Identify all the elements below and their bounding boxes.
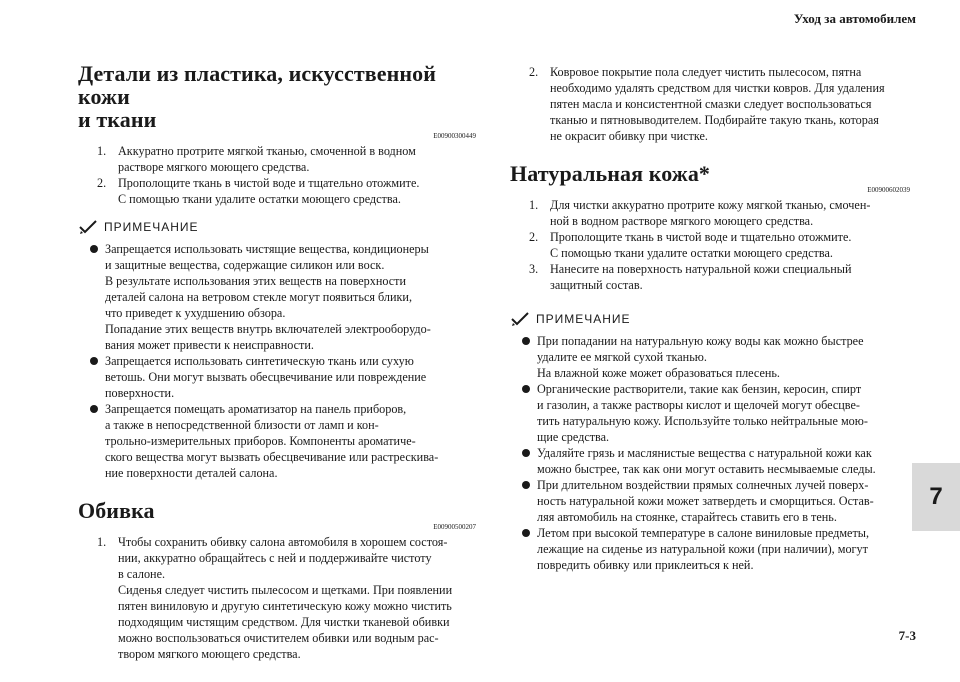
note-pencil-icon [78,219,98,235]
step-item: 2. Прополощите ткань в чистой воде и тщательно отожмите. С помощью ткани удалите остатки моющего средства. [529,230,852,260]
steps-list [510,197,910,293]
bullet-dot-icon [90,405,98,413]
step-item: 3. Нанесите на поверхность натуральной кожи специальный защитный состав. [529,262,852,292]
note-bullets [510,333,910,573]
chapter-tab: 7 [912,463,960,531]
note-bullets [78,241,476,481]
step-item: 1. Аккуратно протрите мягкой тканью, смоченной в водном растворе мягкого моющего средства. [97,144,416,174]
step-item: 2. Прополощите ткань в чистой воде и тщательно отожмите. С помощью ткани удалите остатки моющего средства. [97,176,420,206]
note-header [78,219,476,235]
steps-list [78,143,476,207]
bullet-dot-icon [522,449,530,457]
section-code: E00900602039 [867,186,910,194]
steps-list-continued [510,64,910,144]
bullet-dot-icon [522,529,530,537]
step-item: 1. Для чистки аккуратно протрите кожу мягкой тканью, смочен- ной в водном растворе мягкого моющего средства. [529,198,871,228]
bullet-dot-icon [522,385,530,393]
note-label: ПРИМЕЧАНИЕ [104,220,199,234]
bullet-item: Летом при высокой температуре в салоне виниловые предметы, лежащие на сиденье из натуральной кожи (при наличии), могут повредить обивку или приклеиться к ней. [510,525,910,573]
step-item: 2. Ковровое покрытие пола следует чистить пылесосом, пятна необходимо удалять средством для чистки ковров. Для удаления пятен масла и консистентной смазки следует воспользоваться тканью и пятновыводителем. Подбирайте такую ткань, которая не окрасит обивку при чистке. [529,65,885,143]
page-number: 7-3 [898,628,916,643]
section-code: E00900500207 [433,523,476,531]
note-header [510,311,910,327]
section-title-leather: Натуральная кожа* [510,161,711,186]
steps-list [78,534,476,662]
bullet-item: Запрещается использовать синтетическую ткань или сухую ветошь. Они могут вызвать обесцвечивание или повреждение поверхности. [78,353,476,401]
bullet-item: Удаляйте грязь и маслянистые вещества с натуральной кожи как можно быстрее, так как они могут оставить несмываемые следы. [510,445,910,477]
bullet-item: При длительном воздействии прямых солнечных лучей поверх- ность натуральной кожи может затвердеть и сморщиться. Остав- ляя автомобиль на стоянке, старайтесь ставить его в тень. [510,477,910,525]
step-item: 1. Чтобы сохранить обивку салона автомобиля в хорошем состоя- нии, аккуратно обращайтесь с ней и поддерживайте чистоту в салоне. Сиденья следует чистить пылесосом и щетками. При появлении пятен виниловую и другую синтетическую кожу можно чистить подходящим чистящим средством. Для чистки тканевой обивки можно воспользоваться очистителем обивки или водным рас- твором мягкого моющего средства. [97,535,453,661]
section-title-plastic [78,62,476,131]
bullet-item: Запрещается помещать ароматизатор на панель приборов, а также в непосредственной близости от ламп и кон- трольно-измерительных приборов. Компоненты ароматиче- ского вещества могут вызвать обесцвечивание или растрескива- ние поверхности деталей салона. [78,401,476,481]
title-line: Детали из пластика, искусственной кожи [78,61,437,109]
left-column [78,62,476,662]
bullet-item: Запрещается использовать чистящие вещества, кондиционеры и защитные вещества, содержащие силикон или воск. В результате использования этих веществ на поверхности деталей салона на ветровом стекле могут появиться блики, что приведет к ухудшению обзора. Попадание этих веществ внутрь включателей электрооборудо- вания может привести к неисправности. [78,241,476,353]
bullet-item: При попадании на натуральную кожу воды как можно быстрее удалите ее мягкой сухой тканью. На влажной коже может образоваться плесень. [510,333,910,381]
note-label: ПРИМЕЧАНИЕ [536,312,631,326]
bullet-dot-icon [90,357,98,365]
section-code: E00900300449 [433,132,476,140]
note-pencil-icon [510,311,530,327]
bullet-dot-icon [522,481,530,489]
bullet-dot-icon [90,245,98,253]
title-line: и ткани [78,107,157,132]
bullet-item: Органические растворители, такие как бензин, керосин, спирт и газолин, а также растворы кислот и щелочей могут обесцве- тить натуральную кожу. Используйте только нейтральные мою- щие средства. [510,381,910,445]
bullet-dot-icon [522,337,530,345]
running-header: Уход за автомобилем [793,11,916,26]
right-column [510,64,910,573]
section-title-upholstery: Обивка [78,498,155,523]
